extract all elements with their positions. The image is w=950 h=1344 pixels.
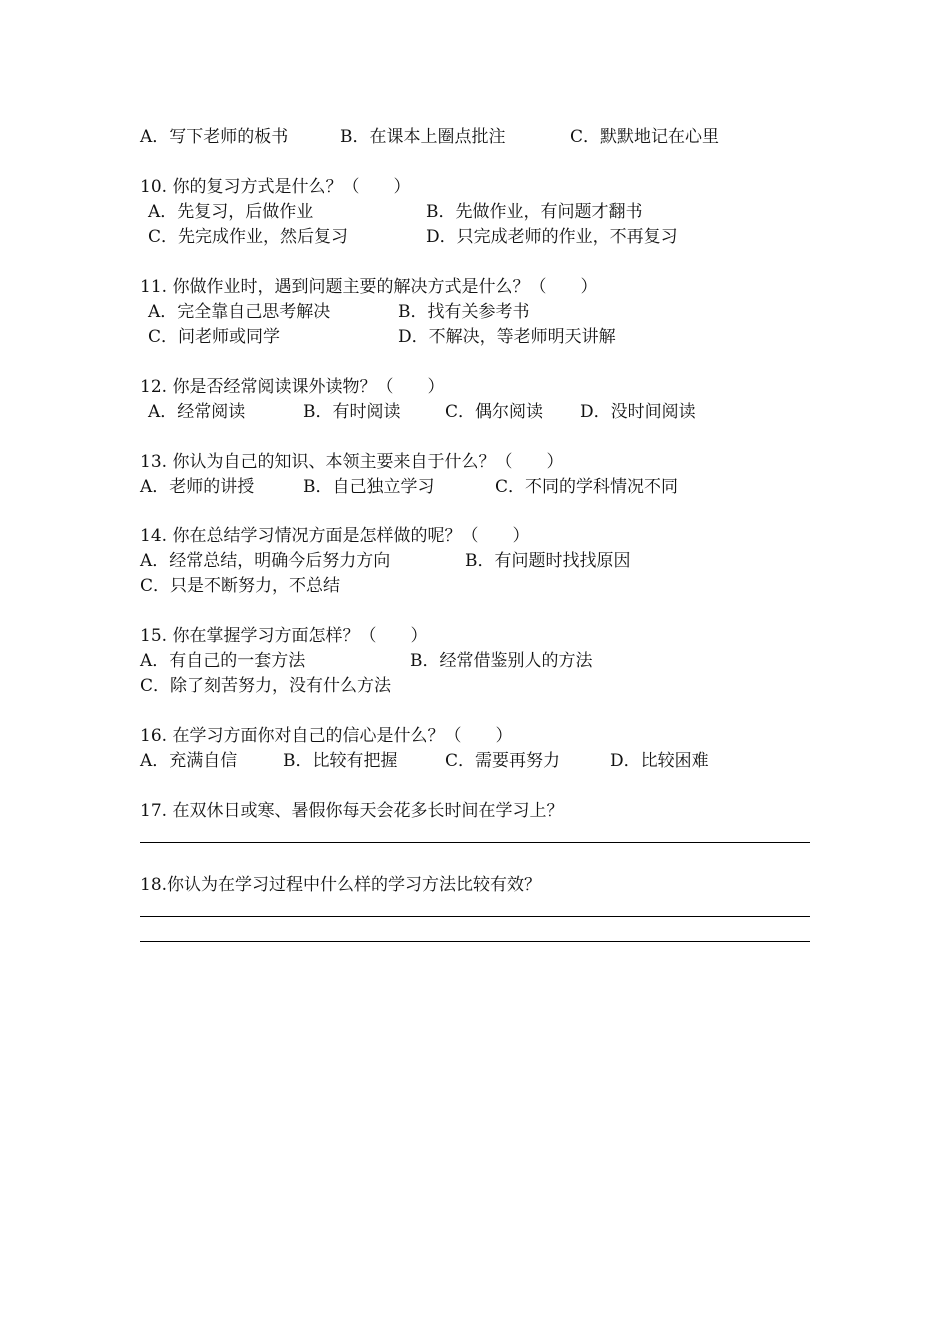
- q11-option-d: D．不解决，等老师明天讲解: [398, 327, 616, 347]
- q18-answer-line-2[interactable]: [140, 941, 810, 942]
- q10-option-d: D．只完成老师的作业，不再复习: [426, 227, 678, 247]
- q16-option-d: D．比较困难: [610, 751, 709, 771]
- q12-option-b: B．有时阅读: [303, 402, 401, 422]
- q11-option-b: B．找有关参考书: [398, 302, 530, 322]
- q12-option-a: A．经常阅读: [148, 402, 246, 422]
- q15-question-text: 15. 你在掌握学习方面怎样？（ ）: [140, 626, 428, 646]
- q9-option-b: B．在课本上圈点批注: [340, 127, 506, 147]
- q17-answer-line[interactable]: [140, 842, 810, 843]
- q11-option-a: A．完全靠自己思考解决: [148, 302, 331, 322]
- q14-option-a: A．经常总结，明确今后努力方向: [140, 551, 391, 571]
- q10-option-c: C．先完成作业，然后复习: [148, 227, 349, 247]
- q17-question-text: 17. 在双休日或寒、暑假你每天会花多长时间在学习上？: [140, 801, 564, 821]
- q12-question-text: 12. 你是否经常阅读课外读物？（ ）: [140, 377, 445, 397]
- q13-option-b: B．自己独立学习: [303, 477, 435, 497]
- q16-question-text: 16. 在学习方面你对自己的信心是什么？（ ）: [140, 726, 513, 746]
- q14-option-c: C．只是不断努力，不总结: [140, 576, 341, 596]
- q13-option-c: C．不同的学科情况不同: [495, 477, 679, 497]
- q16-option-c: C．需要再努力: [445, 751, 561, 771]
- q18-answer-line-1[interactable]: [140, 916, 810, 917]
- q11-option-c: C．问老师或同学: [148, 327, 281, 347]
- q12-option-d: D．没时间阅读: [580, 402, 696, 422]
- q16-option-b: B．比较有把握: [283, 751, 398, 771]
- q15-option-a: A．有自己的一套方法: [140, 651, 306, 671]
- q15-option-b: B．经常借鉴别人的方法: [410, 651, 593, 671]
- q14-question-text: 14. 你在总结学习情况方面是怎样做的呢？（ ）: [140, 526, 530, 546]
- q10-option-b: B．先做作业，有问题才翻书: [426, 202, 643, 222]
- q16-option-a: A．充满自信: [140, 751, 238, 771]
- q18-question-text: 18.你认为在学习过程中什么样的学习方法比较有效？: [140, 875, 542, 895]
- q11-question-text: 11. 你做作业时，遇到问题主要的解决方式是什么？（ ）: [140, 277, 598, 297]
- q10-option-a: A．先复习，后做作业: [148, 202, 314, 222]
- q9-option-a: A．写下老师的板书: [140, 127, 289, 147]
- q12-option-c: C．偶尔阅读: [445, 402, 544, 422]
- q9-option-c: C．默默地记在心里: [570, 127, 720, 147]
- q14-option-b: B．有问题时找找原因: [465, 551, 631, 571]
- q13-question-text: 13. 你认为自己的知识、本领主要来自于什么？（ ）: [140, 452, 564, 472]
- q13-option-a: A．老师的讲授: [140, 477, 255, 497]
- q15-option-c: C．除了刻苦努力，没有什么方法: [140, 676, 392, 696]
- q10-question-text: 10. 你的复习方式是什么？（ ）: [140, 177, 411, 197]
